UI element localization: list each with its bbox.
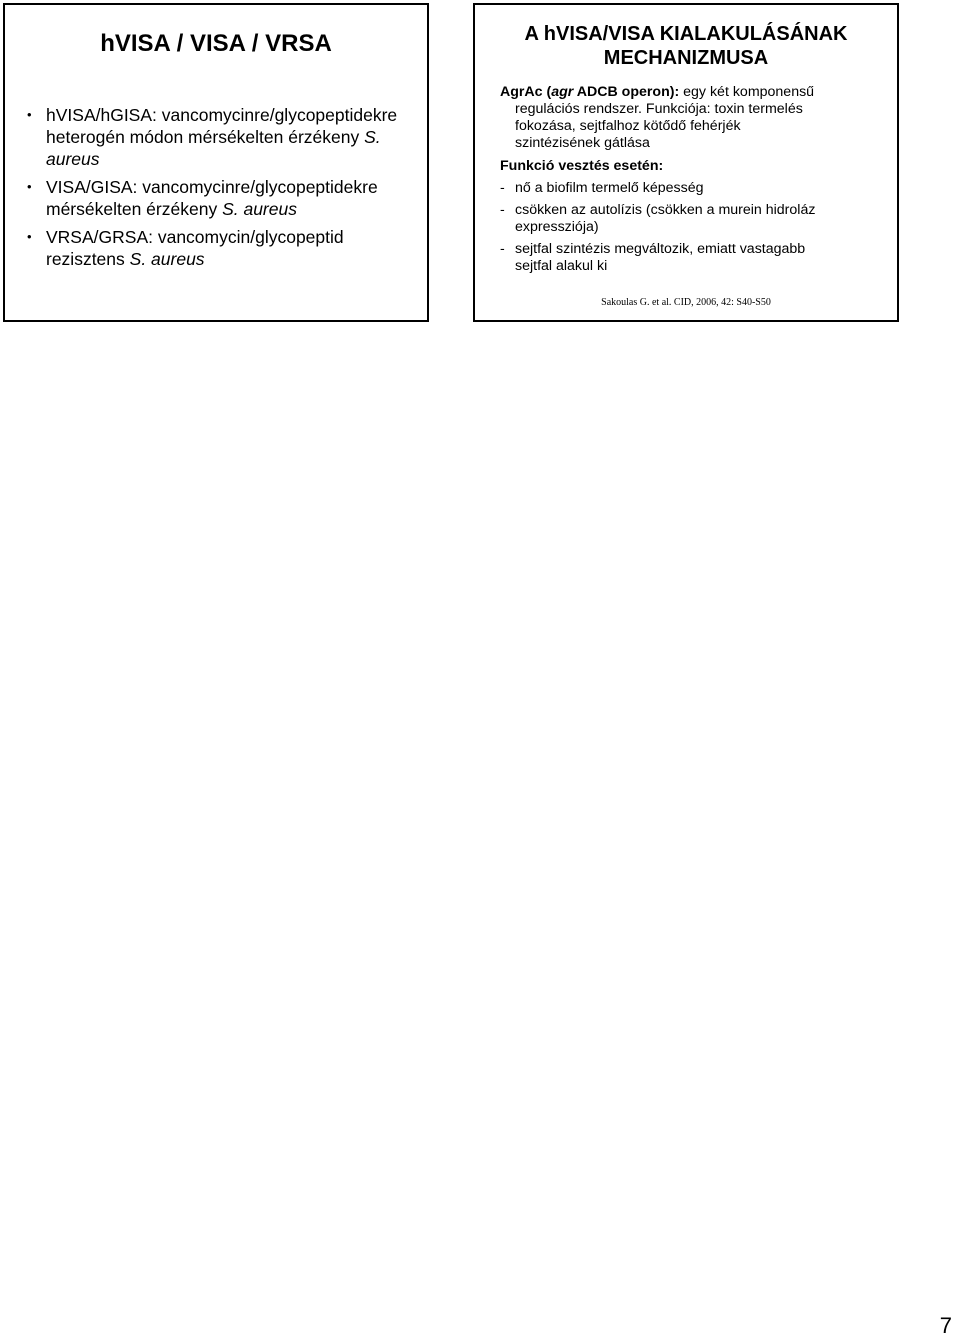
list-item	[500, 202, 887, 236]
slide-mechanism	[473, 3, 899, 322]
agr-paragraph	[500, 84, 887, 101]
item-text-2: sejtfal alakul ki	[515, 258, 608, 274]
list-item	[27, 226, 417, 270]
dash-marker: -	[500, 241, 505, 257]
title-line-2: MECHANIZMUSA	[603, 47, 769, 69]
bullet-text: VRSA/GRSA: vancomycin/glycopeptid rezisztens	[46, 227, 344, 269]
agr-label-2: ADCB operon):	[573, 84, 680, 100]
slide-title: hVISA / VISA / VRSA	[100, 30, 332, 57]
slide-body	[500, 84, 887, 275]
agr-line-4: szintézisének gátlása	[515, 135, 650, 151]
bullet-list	[27, 104, 417, 276]
list-item	[27, 104, 417, 170]
list-item	[500, 180, 887, 197]
bullet-text: VISA/GISA: vancomycinre/glycopeptidekre mérsékelten érzékeny	[46, 177, 378, 219]
bullet-text: hVISA/hGISA: vancomycinre/glycopeptidekre heterogén módon mérsékelten érzékeny	[46, 105, 398, 147]
citation: Sakoulas G. et al. CID, 2006, 42: S40-S50	[601, 297, 771, 308]
bullet-icon: •	[27, 179, 32, 194]
loss-heading: Funkció vesztés esetén:	[500, 158, 664, 174]
agr-text: egy két komponensű	[679, 84, 815, 100]
bullet-italic: S. aureus	[129, 249, 205, 269]
bullet-italic: S. aureus	[222, 199, 297, 219]
agr-line-2: regulációs rendszer. Funkciója: toxin termelés	[515, 101, 803, 117]
slide-title	[475, 22, 897, 70]
dash-marker: -	[500, 202, 505, 218]
list-item	[500, 241, 887, 275]
agr-line-3: fokozása, sejtfalhoz kötődő fehérjék	[515, 118, 741, 134]
bullet-icon: •	[27, 229, 32, 244]
page-number: 7	[939, 1313, 952, 1338]
slide-hvisa-visa-vrsa	[3, 3, 429, 322]
agr-italic: agr	[551, 84, 574, 100]
item-text-2: expressziója)	[515, 219, 599, 235]
title-line-1: A hVISA/VISA KIALAKULÁSÁNAK	[524, 23, 848, 45]
list-item	[27, 176, 417, 220]
bullet-icon: •	[27, 107, 32, 122]
item-text: sejtfal szintézis megváltozik, emiatt vastagabb	[515, 241, 806, 257]
dash-marker: -	[500, 180, 505, 196]
bullet-italic: S. aureus	[46, 127, 381, 169]
item-text: nő a biofilm termelő képesség	[515, 180, 704, 196]
agr-label: AgrAc (	[500, 84, 552, 100]
item-text: csökken az autolízis (csökken a murein hidroláz	[515, 202, 816, 218]
